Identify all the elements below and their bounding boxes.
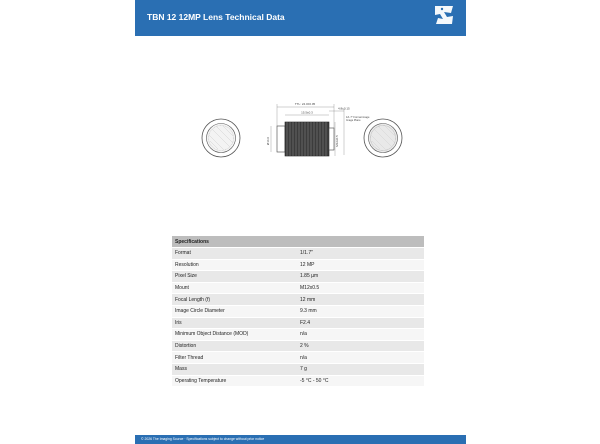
page-title: TBN 12 12MP Lens Technical Data [147,12,285,22]
footer-bar [135,435,466,444]
spec-label: Pixel Size [172,271,297,283]
dim-mount: M12x0.5 [335,135,339,147]
spec-label: Operating Temperature [172,375,297,386]
spec-value: 7 g [297,363,424,375]
spec-value: 12 MP [297,259,424,271]
lens-technical-drawing [199,95,405,165]
table-row [172,248,424,260]
rear-view-right [364,119,402,157]
dim-diameter: Ø14.0 [266,136,270,146]
table-row [172,305,424,317]
front-view-left [202,119,240,157]
table-row [172,329,424,341]
spec-label: Distortion [172,340,297,352]
table-header-row [172,236,424,248]
spec-value: 1/1.7" [297,248,424,260]
spec-value: n/a [297,352,424,364]
table-row [172,340,424,352]
side-view [266,102,370,156]
table-row [172,294,424,306]
spec-value: M12x0.5 [297,282,424,294]
spec-value: 1.85 µm [297,271,424,283]
sensor-label-line1: 1/1.7" Format image [346,116,370,119]
table-row [172,375,424,386]
spec-label: Format [172,248,297,260]
sensor-label-line2: Image Plane [346,119,361,122]
spec-value: 2 % [297,340,424,352]
table-row [172,317,424,329]
dim-offset: 4.8±0.15 [338,106,350,111]
spec-value: -5 °C - 50 °C [297,375,424,386]
dim-body-length: 15.5±0.3 [301,110,313,115]
spec-label: Mount [172,282,297,294]
spec-label: Iris [172,317,297,329]
spec-label: Image Circle Diameter [172,305,297,317]
table-row [172,282,424,294]
spec-label: Filter Thread [172,352,297,364]
table-row [172,271,424,283]
imaging-source-logo-icon [432,3,456,27]
specifications-heading: Specifications [172,236,424,248]
spec-value: n/a [297,329,424,341]
footer-text: © 2026 The Imaging Source · Specifications subject to change without prior notice [141,437,265,441]
spec-label: Minimum Object Distance (MOD) [172,329,297,341]
spec-value: 9.3 mm [297,305,424,317]
table-row [172,259,424,271]
spec-label: Mass [172,363,297,375]
spec-label: Resolution [172,259,297,271]
datasheet-page [135,0,466,444]
spec-value: F2.4 [297,317,424,329]
specifications-table [172,236,424,386]
spec-value: 12 mm [297,294,424,306]
table-row [172,352,424,364]
table-row [172,363,424,375]
spec-label: Focal Length (f) [172,294,297,306]
header-bar [135,0,466,36]
dim-total-length: TTL: 24.0±0.05 [294,102,316,106]
